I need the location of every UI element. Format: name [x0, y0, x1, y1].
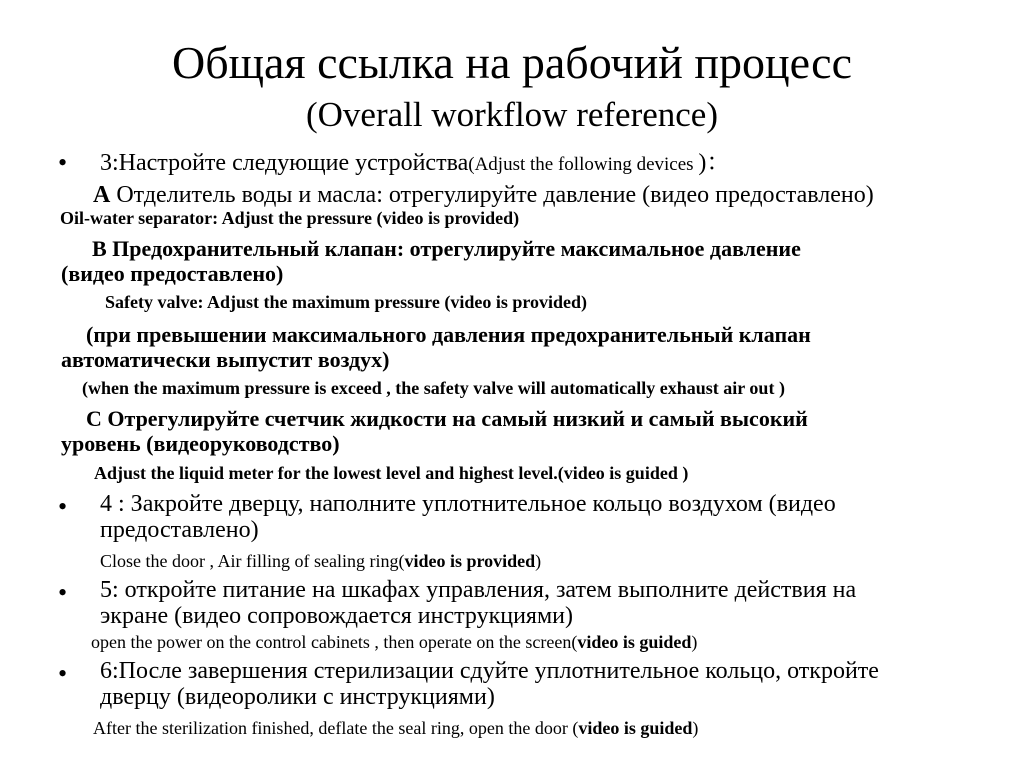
step4-ru-line1: 4 : Закройте дверцу, наполните уплотнительное кольцо воздухом (видео: [100, 491, 836, 517]
item-a-en: [60, 208, 519, 229]
step5-en-end: ): [691, 632, 698, 652]
step4-en-end: ): [535, 551, 542, 571]
item-a-en-label: Oil-water separator: [60, 208, 213, 228]
item-b-ru-line2: (видео предоставлено): [61, 261, 284, 286]
item-b-note-en: (when the maximum pressure is exceed , the safety valve will automatically exhaust air out ): [82, 378, 785, 398]
step6-en-text: After the sterilization finished, deflate the seal ring, open the door (: [93, 718, 579, 738]
item-a-en-text: : Adjust the pressure (video is provided): [212, 208, 520, 228]
step5-en: [91, 632, 697, 653]
item-b-en: Safety valve: Adjust the maximum pressure (video is provided): [105, 292, 588, 312]
step4-en: [100, 551, 541, 572]
step3-heading: [100, 150, 730, 178]
item-c-ru-line2: уровень (видеоруководство): [61, 431, 340, 456]
item-a-ru-text: Отделитель воды и масла: отрегулируйте давление (видео предоставлено): [110, 182, 874, 208]
item-a-letter: A: [93, 182, 111, 208]
bullet-step5: •: [58, 578, 68, 607]
step6-en-end: ): [692, 718, 699, 738]
step4-en-text: Close the door , Air filling of sealing ring(: [100, 551, 405, 571]
step3-label-ru: 3:Настройте следующие устройства: [100, 150, 469, 176]
item-b-ru-line1: B Предохранительный клапан: отрегулируйте максимальное давление: [92, 236, 801, 261]
item-c-ru-line1: С Отрегулируйте счетчик жидкости на самый низкий и самый высокий: [86, 406, 808, 431]
step5-en-bold: video is guided: [577, 632, 692, 652]
step5-ru-line2: экране (видео сопровождается инструкциями): [100, 603, 573, 629]
step5-en-text: open the power on the control cabinets , then operate on the screen(: [91, 632, 578, 652]
step6-en: [93, 718, 698, 739]
step6-ru-line2: дверцу (видеоролики с инструкциями): [100, 684, 495, 710]
step4-en-bold: video is provided: [404, 551, 536, 571]
slide-subtitle: (Overall workflow reference): [306, 95, 718, 134]
item-c-en: Adjust the liquid meter for the lowest level and highest level.(video is guided ): [94, 463, 689, 483]
step4-ru-line2: предоставлено): [100, 517, 259, 543]
step6-en-bold: video is guided: [578, 718, 693, 738]
bullet-step4: •: [58, 492, 68, 521]
bullet-step6: •: [58, 659, 68, 688]
bullet-step3: •: [58, 148, 68, 177]
step3-label-en: (Adjust the following devices: [468, 154, 699, 175]
step3-label-end: )：: [698, 150, 731, 176]
step5-ru-line1: 5: откройте питание на шкафах управления, затем выполните действия на: [100, 577, 857, 603]
item-a-ru: [93, 182, 874, 210]
step6-ru-line1: 6:После завершения стерилизации сдуйте уплотнительное кольцо, откройте: [100, 658, 879, 684]
slide-title: Общая ссылка на рабочий процесс: [171, 37, 853, 88]
item-b-note-ru-line1: (при превышении максимального давления предохранительный клапан: [86, 322, 811, 347]
item-b-note-ru-line2: автоматически выпустит воздух): [61, 347, 390, 372]
